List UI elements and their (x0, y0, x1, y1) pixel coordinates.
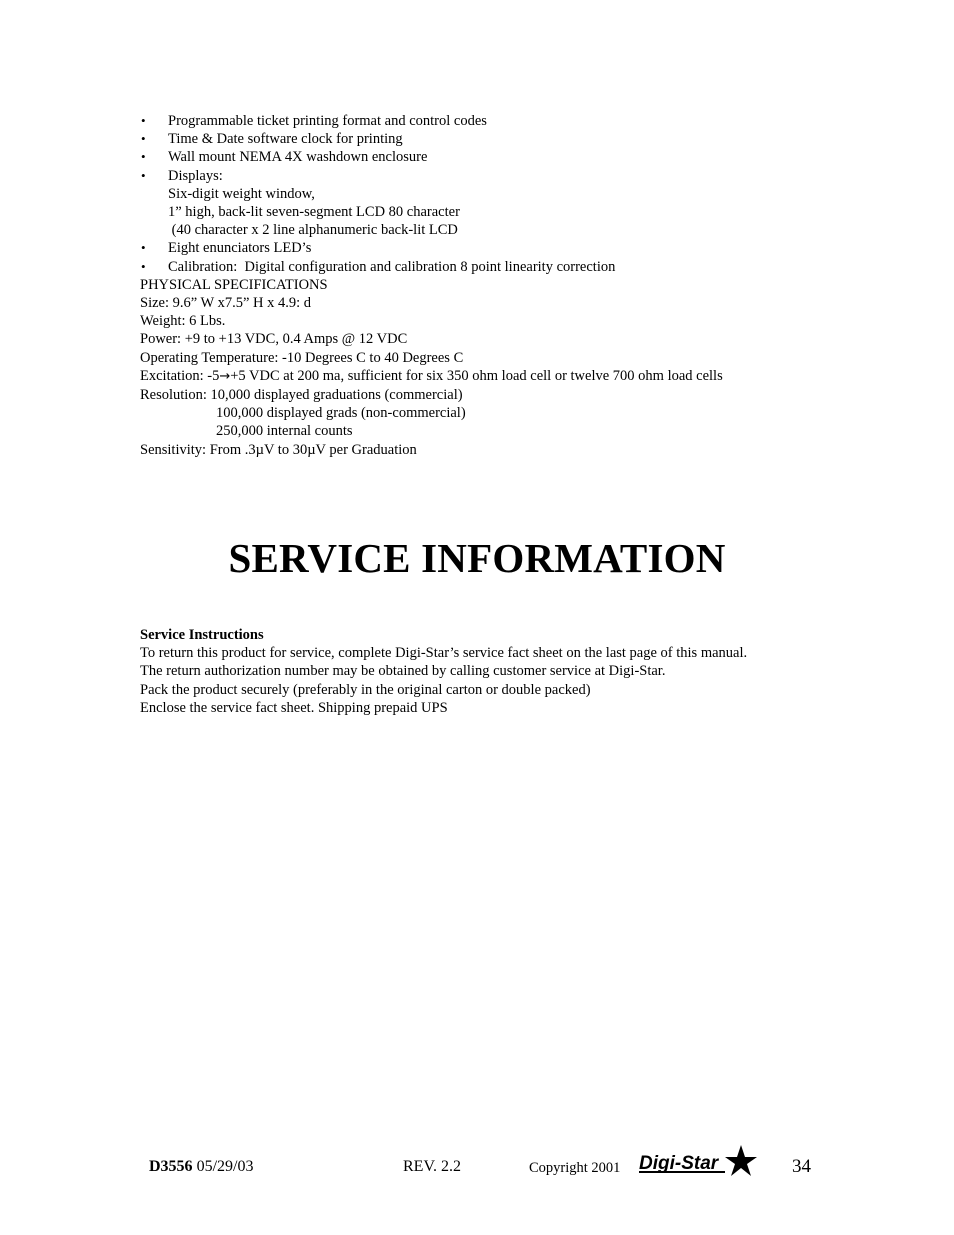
section-title: SERVICE INFORMATION (228, 535, 726, 581)
displays-line: (40 character x 2 line alphanumeric back-lit LCD (168, 222, 458, 239)
feature-list (140, 112, 840, 276)
service-heading: Service Instructions (140, 627, 264, 643)
service-line: Enclose the service fact sheet. Shipping prepaid UPS (140, 699, 448, 716)
spec-power: Power: +9 to +13 VDC, 0.4 Amps @ 12 VDC (140, 331, 408, 348)
spec-size: Size: 9.6” W x7.5” H x 4.9: d (140, 295, 312, 312)
logo-wordmark: Digi-Star (639, 1153, 719, 1174)
spec-weight: Weight: 6 Lbs. (140, 313, 226, 330)
displays-label: • Displays: (168, 167, 223, 184)
specifications-block (140, 112, 840, 459)
footer-revision: REV. 2.2 (403, 1158, 461, 1175)
service-instructions (140, 626, 840, 717)
feature-item: • Programmable ticket printing format and control codes (140, 112, 840, 130)
feature-item: • Calibration: Digital configuration and calibration 8 point linearity correction (140, 258, 840, 276)
footer-doc-id (149, 1158, 253, 1176)
page-number: 34 (792, 1156, 811, 1177)
footer-copyright: Copyright 2001 (529, 1160, 621, 1176)
spec-temperature: Operating Temperature: -10 Degrees C to 40 Degrees C (140, 349, 464, 366)
arrow-right-icon: → (219, 368, 231, 384)
feature-item-displays (140, 167, 840, 240)
feature-item: • Wall mount NEMA 4X washdown enclosure (140, 148, 840, 166)
spec-resolution-line: 250,000 internal counts (216, 423, 353, 440)
spec-excitation (140, 367, 840, 386)
spec-resolution-line: 100,000 displayed grads (non-commercial) (216, 405, 466, 422)
page-footer (0, 1155, 954, 1181)
displays-line: 1” high, back-lit seven-segment LCD 80 character (168, 204, 460, 221)
footer-doc-date: 05/29/03 (192, 1158, 254, 1175)
spec-resolution: Resolution: 10,000 displayed graduations (commercial) (140, 387, 463, 404)
displays-line: Six-digit weight window, (168, 185, 315, 202)
digi-star-logo (637, 1143, 757, 1179)
feature-item: • Eight enunciators LED’s (140, 239, 840, 257)
service-line: Pack the product securely (preferably in the original carton or double packed) (140, 681, 591, 698)
spec-sensitivity: Sensitivity: From .3µV to 30µV per Graduation (140, 441, 417, 458)
feature-item: • Time & Date software clock for printing (140, 130, 840, 148)
digi-star-logo-graphic (637, 1143, 757, 1179)
service-line: The return authorization number may be obtained by calling customer service at Digi-Star. (140, 663, 666, 680)
specs-heading: PHYSICAL SPECIFICATIONS (140, 276, 328, 293)
footer-doc-number: D3556 (149, 1158, 193, 1175)
service-line: To return this product for service, complete Digi-Star’s service fact sheet on the last page of this manual. (140, 645, 748, 662)
spec-excitation-suffix: +5 VDC at 200 ma, sufficient for six 350 ohm load cell or twelve 700 ohm load cells (230, 367, 723, 384)
star-icon (725, 1145, 757, 1176)
spec-excitation-prefix: Excitation: -5 (140, 367, 220, 384)
